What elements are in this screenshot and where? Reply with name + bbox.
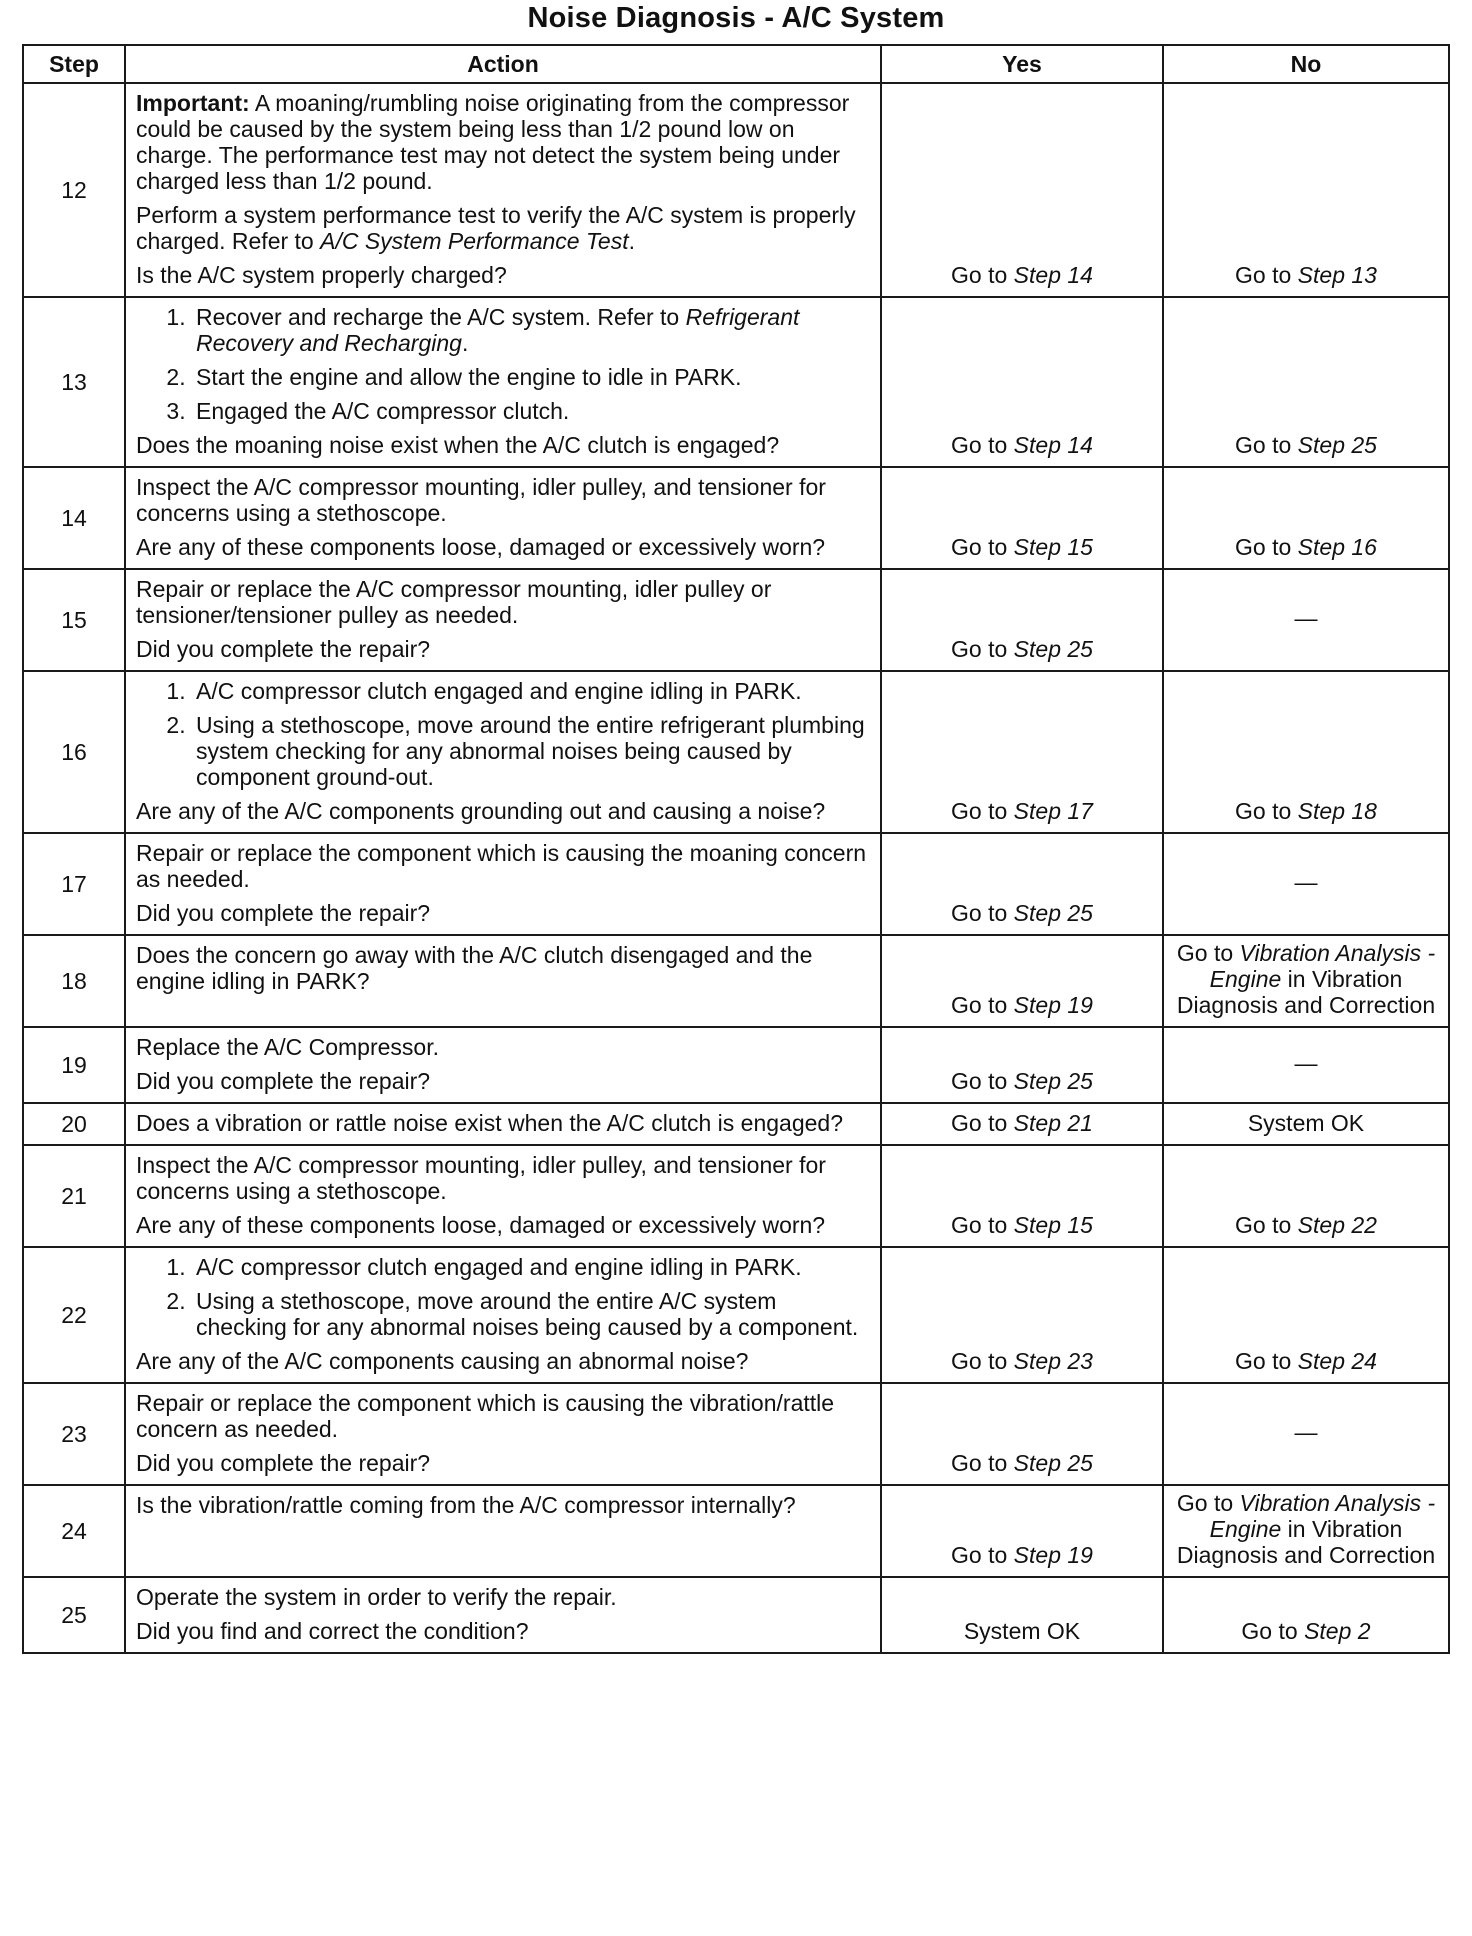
table-row	[23, 1145, 1449, 1247]
goto-text: Go to	[1235, 1348, 1298, 1374]
step-number: 18	[23, 935, 125, 1027]
diagnosis-table	[22, 44, 1450, 1654]
goto-text: Go to	[951, 1348, 1014, 1374]
step-number: 20	[23, 1103, 125, 1145]
goto-text: Go to	[951, 798, 1014, 824]
step-link[interactable]: Step 2	[1304, 1618, 1371, 1644]
goto-text: Go to	[951, 1068, 1014, 1094]
table-row	[23, 1247, 1449, 1383]
step-link[interactable]: Step 14	[1013, 262, 1093, 288]
table-row	[23, 569, 1449, 671]
list-item	[192, 304, 870, 356]
yes-cell	[881, 1383, 1163, 1485]
action-cell	[125, 569, 881, 671]
goto-text: Go to	[1176, 940, 1240, 966]
action-text-end: .	[628, 228, 635, 254]
reference-link[interactable]: A/C System Performance Test	[320, 228, 629, 254]
step-number: 25	[23, 1577, 125, 1653]
table-row	[23, 833, 1449, 935]
yes-cell: System OK	[881, 1577, 1163, 1653]
no-cell	[1163, 83, 1449, 297]
step-number: 22	[23, 1247, 125, 1383]
action-steps-list	[136, 1254, 870, 1340]
action-question: Are any of the A/C components causing an abnormal noise?	[136, 1348, 749, 1374]
step-number: 19	[23, 1027, 125, 1103]
table-row	[23, 83, 1449, 297]
action-cell	[125, 1577, 881, 1653]
step-link[interactable]: Step 16	[1297, 534, 1377, 560]
table-row	[23, 467, 1449, 569]
action-steps-list	[136, 304, 870, 424]
table-row	[23, 1577, 1449, 1653]
header-yes: Yes	[881, 45, 1163, 83]
step-link[interactable]: Step 24	[1297, 1348, 1377, 1374]
list-item: 3. Engaged the A/C compressor clutch.	[192, 398, 870, 424]
goto-text: Go to	[1176, 1490, 1240, 1516]
action-cell	[125, 467, 881, 569]
action-text: Perform a system performance test to verify the A/C system is properly charged. Refer to	[136, 202, 856, 254]
action-paragraph: Repair or replace the component which is causing the vibration/rattle concern as needed.	[136, 1390, 835, 1442]
step-link[interactable]: Step 21	[1013, 1110, 1093, 1136]
action-question: Are any of these components loose, damaged or excessively worn?	[136, 534, 826, 560]
no-cell: —	[1163, 1383, 1449, 1485]
step-link[interactable]: Step 15	[1013, 1212, 1093, 1238]
yes-cell	[881, 1103, 1163, 1145]
step-link[interactable]: Step 14	[1013, 432, 1093, 458]
step-number: 15	[23, 569, 125, 671]
no-cell	[1163, 1577, 1449, 1653]
list-item: 1. A/C compressor clutch engaged and engine idling in PARK.	[192, 678, 870, 704]
yes-cell	[881, 833, 1163, 935]
goto-text: Go to	[1235, 1212, 1298, 1238]
reference-suffix: in Vibration Diagnosis and Correction	[1176, 1516, 1436, 1568]
header-step: Step	[23, 45, 125, 83]
step-link[interactable]: Step 22	[1297, 1212, 1377, 1238]
goto-text: Go to	[1235, 262, 1298, 288]
yes-cell	[881, 1027, 1163, 1103]
yes-cell	[881, 297, 1163, 467]
goto-text: Go to	[951, 1212, 1014, 1238]
table-row	[23, 297, 1449, 467]
step-link[interactable]: Step 15	[1013, 534, 1093, 560]
goto-text: Go to	[951, 262, 1014, 288]
step-number: 21	[23, 1145, 125, 1247]
no-cell	[1163, 1247, 1449, 1383]
table-header-row	[23, 45, 1449, 83]
yes-cell	[881, 467, 1163, 569]
step-number: 24	[23, 1485, 125, 1577]
step-link[interactable]: Step 19	[1013, 1542, 1093, 1568]
reference-suffix: in Vibration Diagnosis and Correction	[1176, 966, 1436, 1018]
step-link[interactable]: Step 23	[1013, 1348, 1093, 1374]
table-row	[23, 1027, 1449, 1103]
action-cell	[125, 297, 881, 467]
yes-cell	[881, 1247, 1163, 1383]
table-row	[23, 671, 1449, 833]
goto-text: Go to	[951, 900, 1014, 926]
step-number: 23	[23, 1383, 125, 1485]
goto-text: Go to	[951, 1110, 1014, 1136]
action-cell	[125, 1145, 881, 1247]
no-cell	[1163, 671, 1449, 833]
goto-text: Go to	[1235, 534, 1298, 560]
table-row	[23, 935, 1449, 1027]
action-paragraph: Inspect the A/C compressor mounting, idler pulley, and tensioner for concerns using a stethoscope.	[136, 474, 826, 526]
step-link[interactable]: Step 17	[1013, 798, 1093, 824]
no-cell: —	[1163, 833, 1449, 935]
step-link[interactable]: Step 19	[1013, 992, 1093, 1018]
table-row	[23, 1383, 1449, 1485]
step-link[interactable]: Step 25	[1013, 1068, 1093, 1094]
step-number: 16	[23, 671, 125, 833]
action-cell	[125, 1027, 881, 1103]
no-cell: —	[1163, 1027, 1449, 1103]
action-paragraph: Repair or replace the component which is causing the moaning concern as needed.	[136, 840, 867, 892]
goto-text: Go to	[951, 1542, 1014, 1568]
table-row	[23, 1103, 1449, 1145]
page-title: Noise Diagnosis - A/C System	[527, 2, 945, 34]
action-cell	[125, 1247, 881, 1383]
reference-link[interactable]: Refrigerant Recovery and Recharging	[196, 304, 800, 356]
goto-text: Go to	[951, 534, 1014, 560]
step-number: 12	[23, 83, 125, 297]
goto-text: Go to	[951, 992, 1014, 1018]
list-item: 2. Start the engine and allow the engine to idle in PARK.	[192, 364, 870, 390]
yes-cell	[881, 83, 1163, 297]
action-question: Are any of the A/C components grounding out and causing a noise?	[136, 798, 826, 824]
action-text-end: .	[461, 330, 469, 356]
action-paragraph: Operate the system in order to verify the repair.	[136, 1584, 617, 1610]
no-cell	[1163, 297, 1449, 467]
table-row	[23, 1485, 1449, 1577]
yes-cell	[881, 1485, 1163, 1577]
action-cell	[125, 83, 881, 297]
header-no: No	[1163, 45, 1449, 83]
action-question: Is the A/C system properly charged?	[136, 262, 507, 288]
action-question: Does the concern go away with the A/C clutch disengaged and the engine idling in PARK?	[136, 942, 813, 994]
no-cell	[1163, 1145, 1449, 1247]
action-question: Did you complete the repair?	[136, 1450, 431, 1476]
action-question: Did you complete the repair?	[136, 900, 431, 926]
action-question: Is the vibration/rattle coming from the A/C compressor internally?	[136, 1492, 796, 1518]
action-text: Recover and recharge the A/C system. Refer to	[196, 304, 686, 330]
no-cell	[1163, 1485, 1449, 1577]
action-paragraph: Repair or replace the A/C compressor mounting, idler pulley or tensioner/tensioner pulley as needed.	[136, 576, 772, 628]
goto-text: Go to	[951, 1450, 1014, 1476]
step-link[interactable]: Step 18	[1297, 798, 1377, 824]
action-cell	[125, 671, 881, 833]
action-question: Did you complete the repair?	[136, 1068, 431, 1094]
step-link[interactable]: Step 25	[1013, 900, 1093, 926]
step-link[interactable]: Step 25	[1013, 1450, 1093, 1476]
list-item: 2. Using a stethoscope, move around the entire A/C system checking for any abnormal noises being caused by a component.	[192, 1288, 870, 1340]
step-link[interactable]: Step 25	[1297, 432, 1377, 458]
action-cell	[125, 1383, 881, 1485]
important-label: Important:	[136, 90, 250, 116]
action-cell	[125, 1485, 881, 1577]
important-text: A moaning/rumbling noise originating from the compressor could be caused by the system being less than 1/2 pound low on charge. The performance test may not detect the system being under charged less than 1/2 pound.	[136, 90, 850, 194]
action-steps-list	[136, 678, 870, 790]
action-cell	[125, 833, 881, 935]
goto-text: Go to	[1235, 432, 1298, 458]
no-cell	[1163, 467, 1449, 569]
yes-cell	[881, 1145, 1163, 1247]
goto-text: Go to	[1241, 1618, 1305, 1644]
list-item: 2. Using a stethoscope, move around the entire refrigerant plumbing system checking for any abnormal noises being caused by component ground-out.	[192, 712, 870, 790]
action-question: Did you find and correct the condition?	[136, 1618, 529, 1644]
goto-text: Go to	[1235, 798, 1298, 824]
action-question: Does the moaning noise exist when the A/C clutch is engaged?	[136, 432, 780, 458]
goto-text: Go to	[951, 636, 1014, 662]
no-cell: System OK	[1163, 1103, 1449, 1145]
step-number: 17	[23, 833, 125, 935]
action-paragraph: Replace the A/C Compressor.	[136, 1034, 439, 1060]
no-cell: —	[1163, 569, 1449, 671]
action-question: Does a vibration or rattle noise exist when the A/C clutch is engaged?	[136, 1110, 844, 1136]
important-note	[136, 90, 870, 194]
reference-link[interactable]: Vibration Analysis - Engine	[1209, 940, 1436, 992]
goto-text: Go to	[951, 432, 1014, 458]
step-link[interactable]: Step 13	[1297, 262, 1377, 288]
step-link[interactable]: Step 25	[1013, 636, 1093, 662]
step-number: 13	[23, 297, 125, 467]
action-question: Did you complete the repair?	[136, 636, 431, 662]
action-paragraph	[136, 202, 870, 254]
yes-cell	[881, 671, 1163, 833]
list-item: 1. A/C compressor clutch engaged and engine idling in PARK.	[192, 1254, 870, 1280]
action-question: Are any of these components loose, damaged or excessively worn?	[136, 1212, 826, 1238]
action-cell	[125, 935, 881, 1027]
header-action: Action	[125, 45, 881, 83]
no-cell	[1163, 935, 1449, 1027]
reference-link[interactable]: Vibration Analysis - Engine	[1209, 1490, 1436, 1542]
action-paragraph: Inspect the A/C compressor mounting, idler pulley, and tensioner for concerns using a stethoscope.	[136, 1152, 826, 1204]
yes-cell	[881, 569, 1163, 671]
action-cell	[125, 1103, 881, 1145]
yes-cell	[881, 935, 1163, 1027]
step-number: 14	[23, 467, 125, 569]
